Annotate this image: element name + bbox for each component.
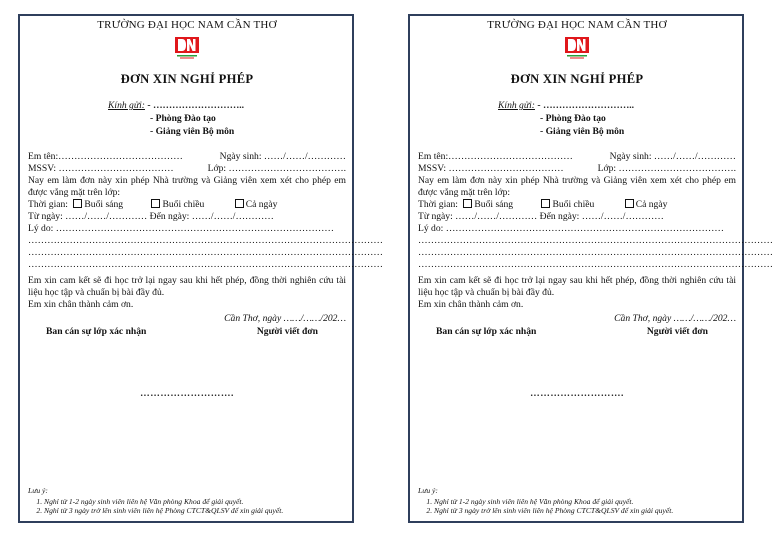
name-field[interactable]: Em tên:………………………………… — [418, 151, 573, 162]
commit-text: Em xin cam kết sẽ đi học trở lại ngay sau khi hết phép, đồng thời nghiên cứu tài liệu học tập và chuẩn bị bài đầy đủ. — [28, 275, 346, 298]
recipient-dots: - ……………………….. — [534, 100, 635, 111]
reason-field[interactable]: Lý do: …………………………………………………………………………… — [418, 223, 724, 234]
note-item: 2. Nghỉ từ 3 ngày trở lên sinh viên liên hệ Phòng CTCT&QLSV để xin giải quyết. — [44, 506, 346, 515]
writer-label: Người viết đơn — [646, 326, 708, 337]
checkbox-afternoon[interactable] — [541, 199, 550, 208]
option-afternoon: Buổi chiều — [162, 199, 205, 210]
reason-field[interactable]: Lý do: …………………………………………………………………………… — [28, 223, 334, 234]
date-range-field[interactable]: Từ ngày: ……/……/………… Đến ngày: ……/……/………… — [418, 211, 664, 222]
option-fullday: Cả ngày — [635, 199, 668, 210]
signature-dots: ………………………. — [530, 388, 624, 399]
mssv-field[interactable]: MSSV: ……………………………… — [28, 163, 174, 174]
recipient-label: Kính gửi: — [498, 100, 535, 111]
option-fullday: Cả ngày — [245, 199, 278, 210]
dotted-line[interactable]: ………………………………………………………………………………………………… — [418, 235, 773, 246]
note-item: 1. Nghỉ từ 1-2 ngày sinh viên liên hệ Văn phòng Khoa để giải quyết. — [44, 497, 346, 506]
place-date: Cần Thơ, ngày ……/……/202… — [614, 313, 736, 324]
dotted-line[interactable]: ………………………………………………………………………………………………… — [28, 247, 383, 258]
form-body — [418, 151, 773, 400]
time-label: Thời gian: — [418, 199, 458, 210]
dotted-line[interactable]: ………………………………………………………………………………………………… — [28, 259, 383, 270]
note-label: Lưu ý: — [28, 486, 48, 495]
name-field[interactable]: Em tên:………………………………… — [28, 151, 183, 162]
recipient-block — [418, 99, 736, 138]
option-afternoon: Buổi chiều — [552, 199, 595, 210]
dob-field[interactable]: Ngày sinh: ……/……/………… — [609, 151, 736, 162]
class-field[interactable]: Lớp: ………………………………. — [597, 163, 736, 174]
thanks-text: Em xin chân thành cảm ơn. — [418, 299, 524, 310]
recipient-line: - Giảng viên Bộ môn — [150, 126, 235, 137]
dotted-line[interactable]: ………………………………………………………………………………………………… — [418, 259, 773, 270]
recipient-line: - Phòng Đào tạo — [540, 113, 606, 124]
checkbox-morning[interactable] — [463, 199, 472, 208]
note-item: 2. Nghỉ từ 3 ngày trở lên sinh viên liên hệ Phòng CTCT&QLSV để xin giải quyết. — [434, 506, 736, 515]
time-label: Thời gian: — [28, 199, 68, 210]
recipient-block — [28, 99, 346, 138]
signature-dots: ………………………. — [140, 388, 234, 399]
recipient-line: - Giảng viên Bộ môn — [540, 126, 625, 137]
option-morning: Buổi sáng — [84, 199, 124, 210]
school-logo — [174, 35, 200, 61]
dob-field[interactable]: Ngày sinh: ……/……/………… — [219, 151, 346, 162]
form-title: ĐƠN XIN NGHỈ PHÉP — [120, 72, 254, 86]
request-text: Nay em làm đơn này xin phép Nhà trường và Giảng viên xem xét cho phép em được vắng mặt trên lớp: — [418, 175, 736, 198]
checkbox-afternoon[interactable] — [151, 199, 160, 208]
checkbox-fullday[interactable] — [625, 199, 634, 208]
confirm-label: Ban cán sự lớp xác nhận — [436, 326, 537, 337]
date-range-field[interactable]: Từ ngày: ……/……/………… Đến ngày: ……/……/………… — [28, 211, 274, 222]
form-title: ĐƠN XIN NGHỈ PHÉP — [510, 72, 644, 86]
notes-block — [28, 486, 346, 515]
recipient-label: Kính gửi: — [108, 100, 145, 111]
option-morning: Buổi sáng — [474, 199, 514, 210]
checkbox-fullday[interactable] — [235, 199, 244, 208]
school-name: TRƯỜNG ĐẠI HỌC NAM CẦN THƠ — [97, 19, 277, 31]
recipient-line: - Phòng Đào tạo — [150, 113, 216, 124]
document-page-right — [408, 14, 773, 523]
mssv-field[interactable]: MSSV: ……………………………… — [418, 163, 564, 174]
school-name: TRƯỜNG ĐẠI HỌC NAM CẦN THƠ — [487, 19, 667, 31]
thanks-text: Em xin chân thành cảm ơn. — [28, 299, 134, 310]
place-date: Cần Thơ, ngày ……/……/202… — [224, 313, 346, 324]
confirm-label: Ban cán sự lớp xác nhận — [46, 326, 147, 337]
class-field[interactable]: Lớp: ………………………………. — [207, 163, 346, 174]
commit-text: Em xin cam kết sẽ đi học trở lại ngay sau khi hết phép, đồng thời nghiên cứu tài liệu học tập và chuẩn bị bài đầy đủ. — [418, 275, 736, 298]
dotted-line[interactable]: ………………………………………………………………………………………………… — [418, 247, 773, 258]
note-label: Lưu ý: — [418, 486, 438, 495]
writer-label: Người viết đơn — [256, 326, 318, 337]
notes-block — [418, 486, 736, 515]
school-logo — [564, 35, 590, 61]
note-item: 1. Nghỉ từ 1-2 ngày sinh viên liên hệ Văn phòng Khoa để giải quyết. — [434, 497, 736, 506]
recipient-dots: - ……………………….. — [144, 100, 245, 111]
dotted-line[interactable]: ………………………………………………………………………………………………… — [28, 235, 383, 246]
form-body — [28, 151, 383, 400]
document-page-left — [18, 14, 383, 523]
request-text: Nay em làm đơn này xin phép Nhà trường và Giảng viên xem xét cho phép em được vắng mặt trên lớp: — [28, 175, 346, 198]
checkbox-morning[interactable] — [73, 199, 82, 208]
